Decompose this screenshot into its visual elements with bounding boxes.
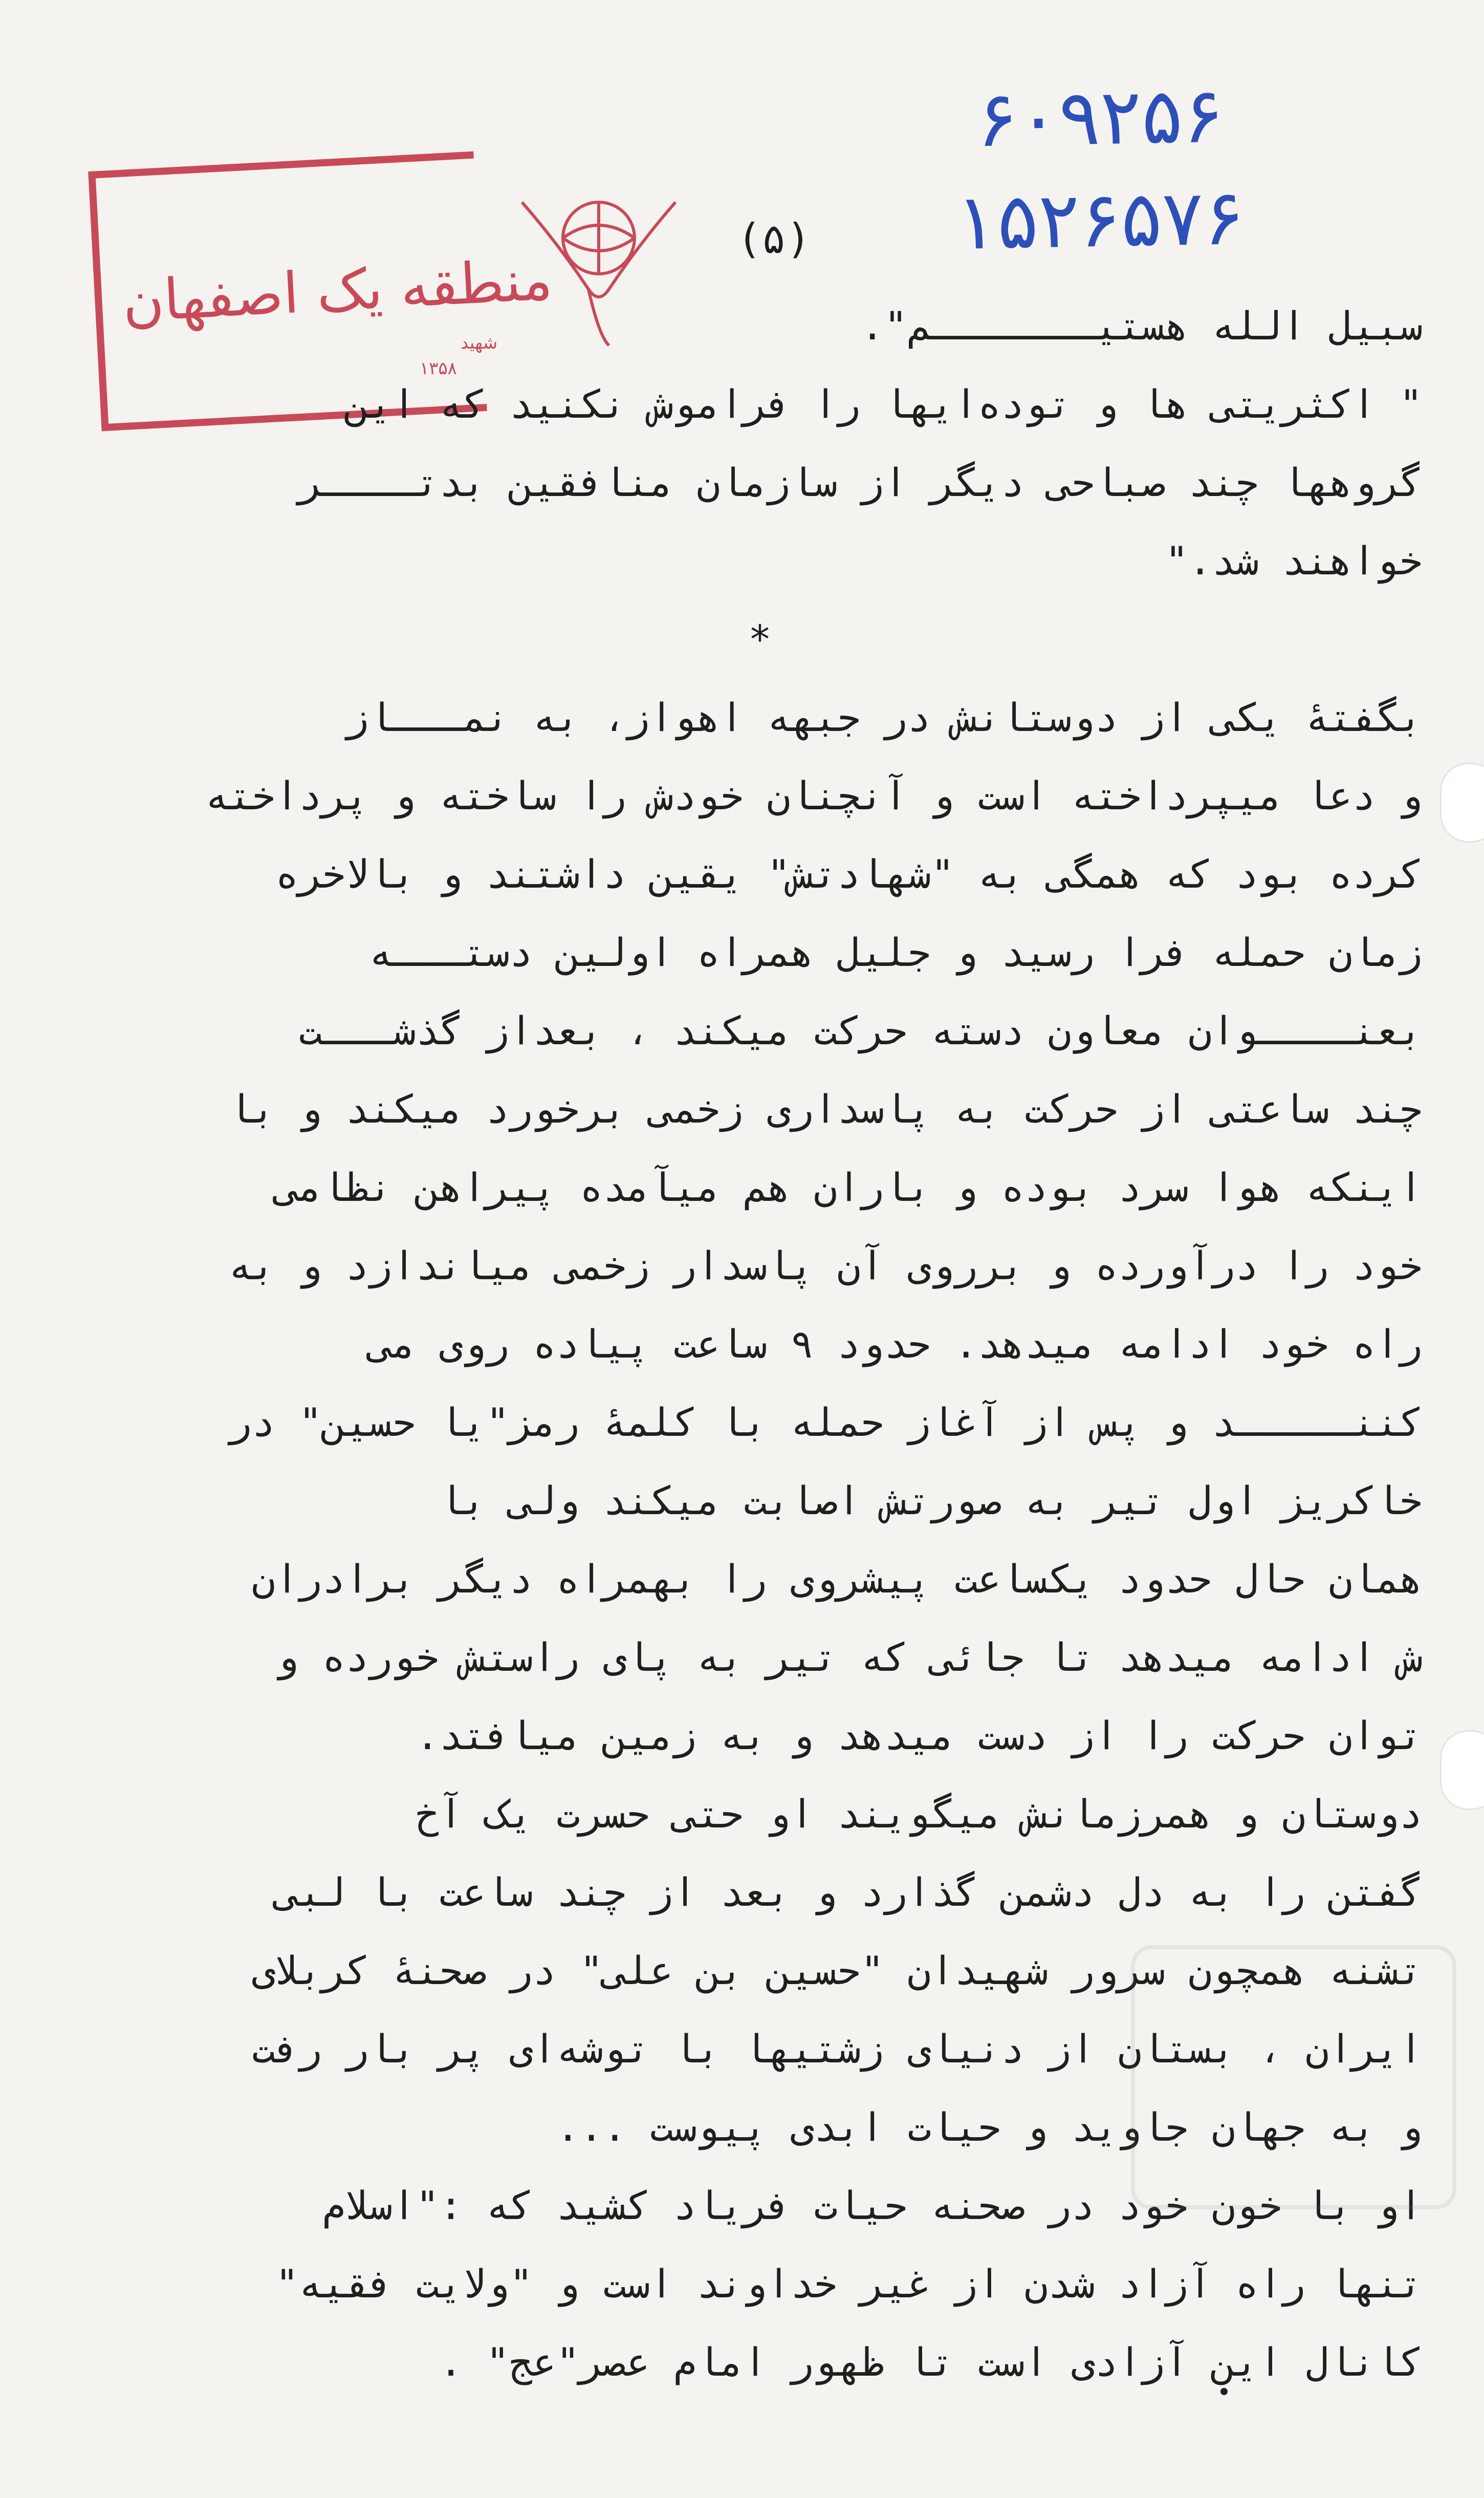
text-line: خاکریز اول تیر به صورتش اصابت میکند ولی با	[439, 1478, 1423, 1523]
handwritten-archive-numbers	[870, 67, 1330, 271]
text-line: تشنه همچون سرور شهیدان "حسین بن علی" در صحنهٔ کربلای	[252, 1948, 1423, 1993]
stamp-year: ۱۳۵۸	[420, 358, 457, 379]
text-line: او با خون خود در صحنه حیات فریاد کشید که :"اسلام	[322, 2183, 1423, 2228]
text-line: و به جهان جاوید و حیات ابدی پیوست ...	[556, 2104, 1423, 2150]
text-line: بگفتهٔ یکی از دوستانش در جبهه اهواز، به نمـــاز	[345, 695, 1423, 740]
archive-number: ۱۵۲۶۵۷۶	[955, 173, 1246, 267]
binding-hole	[1440, 1730, 1484, 1810]
faded-bleed-through-stamp	[1131, 1945, 1456, 2209]
stamp-name: منطقه یک اصفهان	[121, 246, 554, 335]
text-line: کانال این آزادی است تا ظهور امام عصر"عج" .	[439, 2339, 1423, 2385]
text-line: همان حال حدود یکساعت پیشروی را بهمراه دیگر برادران	[252, 1556, 1423, 1602]
text-line: و دعا میپرداخته است و آنچنان خودش را ساخته و پرداخته	[205, 773, 1423, 819]
text-line: ش ادامه میدهد تا جائی که تیر به پای راستش خورده و	[275, 1634, 1423, 1680]
text-line: کرده بود که همگی به "شهادتش" یقین داشتند و بالاخره	[275, 851, 1423, 897]
text-line: ایران ، بستان از دنیای زشتیها با توشه‌ای پر بار رفت	[252, 2026, 1423, 2072]
text-line: دوستان و همرزمانش میگویند او حتی حسرت یک آخ	[416, 1791, 1423, 1837]
text-line: اینکه هوا سرد بوده و باران هم میآمده پیراهن نظامی	[275, 1165, 1423, 1210]
text-line: " اکثریتی ها و توده‌ایها را فراموش نکنید که این	[345, 381, 1423, 427]
text-line: گفتن را به دل دشمن گذارد و بعد از چند ساعت با لبی	[275, 1869, 1423, 1915]
archive-number: ۶۰۹۲۵۶	[975, 71, 1225, 165]
text-line: خود را درآورده و برروی آن پاسدار زخمی میاندازد و به	[228, 1243, 1423, 1288]
text-line: خواهند شد."	[1165, 538, 1423, 584]
binding-hole	[1440, 763, 1484, 843]
ink-dot	[1220, 2388, 1228, 2395]
asterisk-separator: *	[748, 616, 772, 662]
text-line: بعنــــوان معاون دسته حرکت میکند ، بعداز گذشـــت	[298, 1008, 1423, 1053]
text-line: راه خود ادامه میدهد. حدود ۹ ساعت پیاده روی می	[368, 1321, 1423, 1367]
text-line: چند ساعتی از حرکت به پاسداری زخمی برخورد میکند و با	[228, 1086, 1423, 1132]
text-line: زمان حمله فرا رسید و جلیل همراه اولین دستـــه	[368, 930, 1423, 975]
stamp-tag: شهید	[461, 333, 498, 353]
text-line: گروهها چند صباحی دیگر از سازمان منافقین بدتــــر	[298, 460, 1423, 505]
text-line: توان حرکت را از دست میدهد و به زمین میافتد.	[416, 1713, 1423, 1758]
page-number: (۵)	[737, 215, 811, 263]
text-line: تنها راه آزاد شدن از غیر خداوند است و "ولایت فقیه"	[275, 2261, 1423, 2307]
text-line: سبیل الله هستیـــــــم".	[860, 303, 1423, 349]
text-line: کننـــــد و پس از آغاز حمله با کلمهٔ رمز"یا حسین" در	[228, 1399, 1423, 1445]
